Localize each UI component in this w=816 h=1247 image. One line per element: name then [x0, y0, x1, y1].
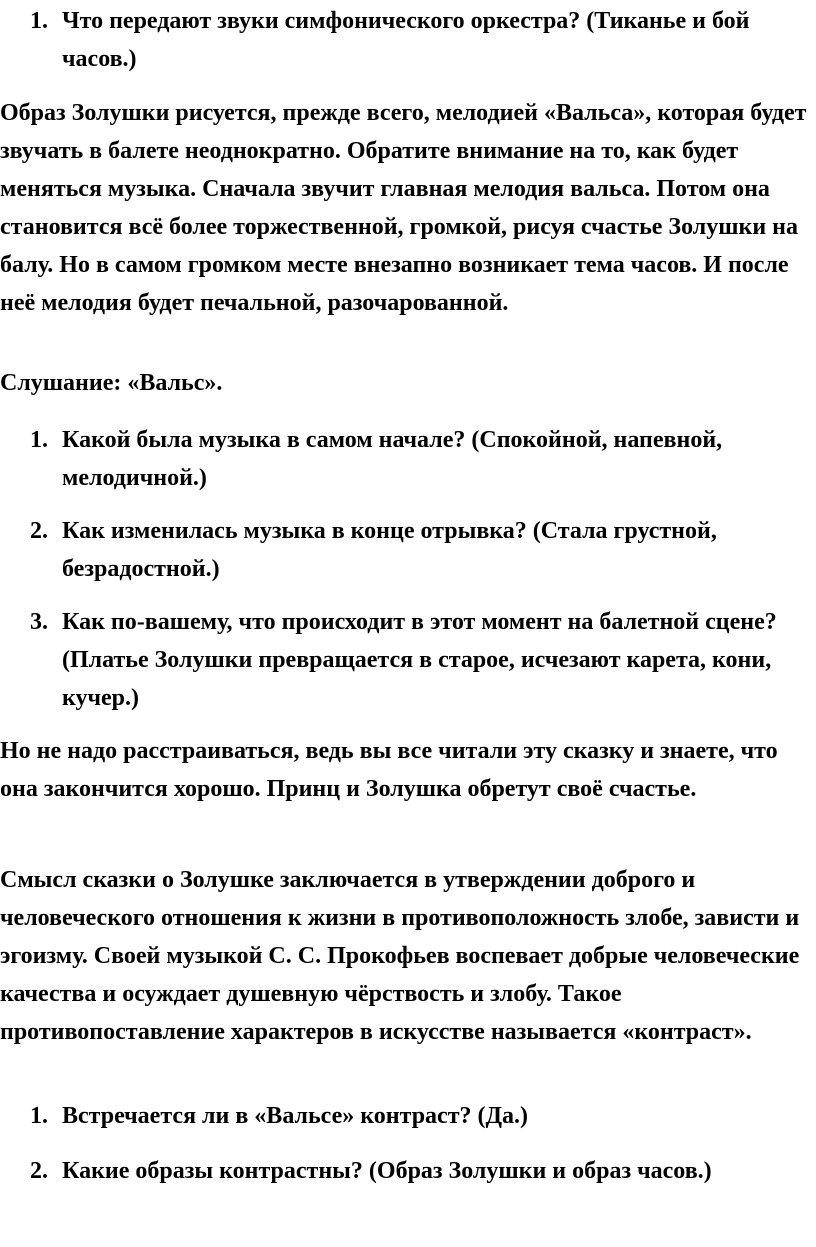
- paragraph-contrast: Смысл сказки о Золушке заключается в утверждении доброго и человеческого отношения к жизни в противоположность злобе, зависти и эгоизму. Своей музыкой С. С. Прокофьев воспевает добрые человеческие качества и осуждает душевную чёрствость и злобу. Такое противопоставление характеров в искусстве называется «контраст».: [0, 867, 800, 1045]
- list-item-text: Как изменилась музыка в конце отрывка? (Стала грустной, безрадостной.): [62, 518, 717, 582]
- paragraph-happy-ending: Но не надо расстраиваться, ведь вы все читали эту сказку и знаете, что она закончится хорошо. Принц и Золушка обретут своё счастье.: [0, 738, 778, 802]
- list-item-text: Какой была музыка в самом начале? (Спокойной, напевной, мелодичной.): [62, 427, 723, 491]
- list-number: 1.: [30, 427, 48, 453]
- list-number: 3.: [30, 609, 48, 635]
- list-item: [30, 1097, 816, 1135]
- list-number: 1.: [30, 8, 48, 34]
- list-item: [30, 512, 816, 588]
- list-number: 2.: [30, 1158, 48, 1184]
- list-item: [30, 421, 816, 497]
- list-number: 1.: [30, 1103, 48, 1129]
- listening-heading: Слушание: «Вальс».: [0, 370, 223, 396]
- list-item: [30, 1152, 816, 1190]
- paragraph-cinderella-image: Образ Золушки рисуется, прежде всего, мелодией «Вальса», которая будет звучать в балете неоднократно. Обратите внимание на то, как будет меняться музыка. Сначала звучит главная мелодия вальса. Потом она становится всё более торжественной, громкой, рисуя счастье Золушки на балу. Но в самом громком месте внезапно возникает тема часов. И после неё мелодия будет печальной, разочарованной.: [0, 100, 807, 316]
- list-item-text: Что передают звуки симфонического оркестра? (Тиканье и бой часов.): [62, 8, 750, 72]
- list-item-text: Какие образы контрастны? (Образ Золушки и образ часов.): [62, 1158, 712, 1184]
- list-item-text: Встречается ли в «Вальсе» контраст? (Да.): [62, 1103, 528, 1129]
- list-item-text: Как по-вашему, что происходит в этот момент на балетной сцене? (Платье Золушки превращается в старое, исчезают карета, кони, кучер.): [62, 609, 777, 711]
- list-item: [30, 2, 816, 78]
- list-number: 2.: [30, 518, 48, 544]
- list-item: [30, 603, 816, 717]
